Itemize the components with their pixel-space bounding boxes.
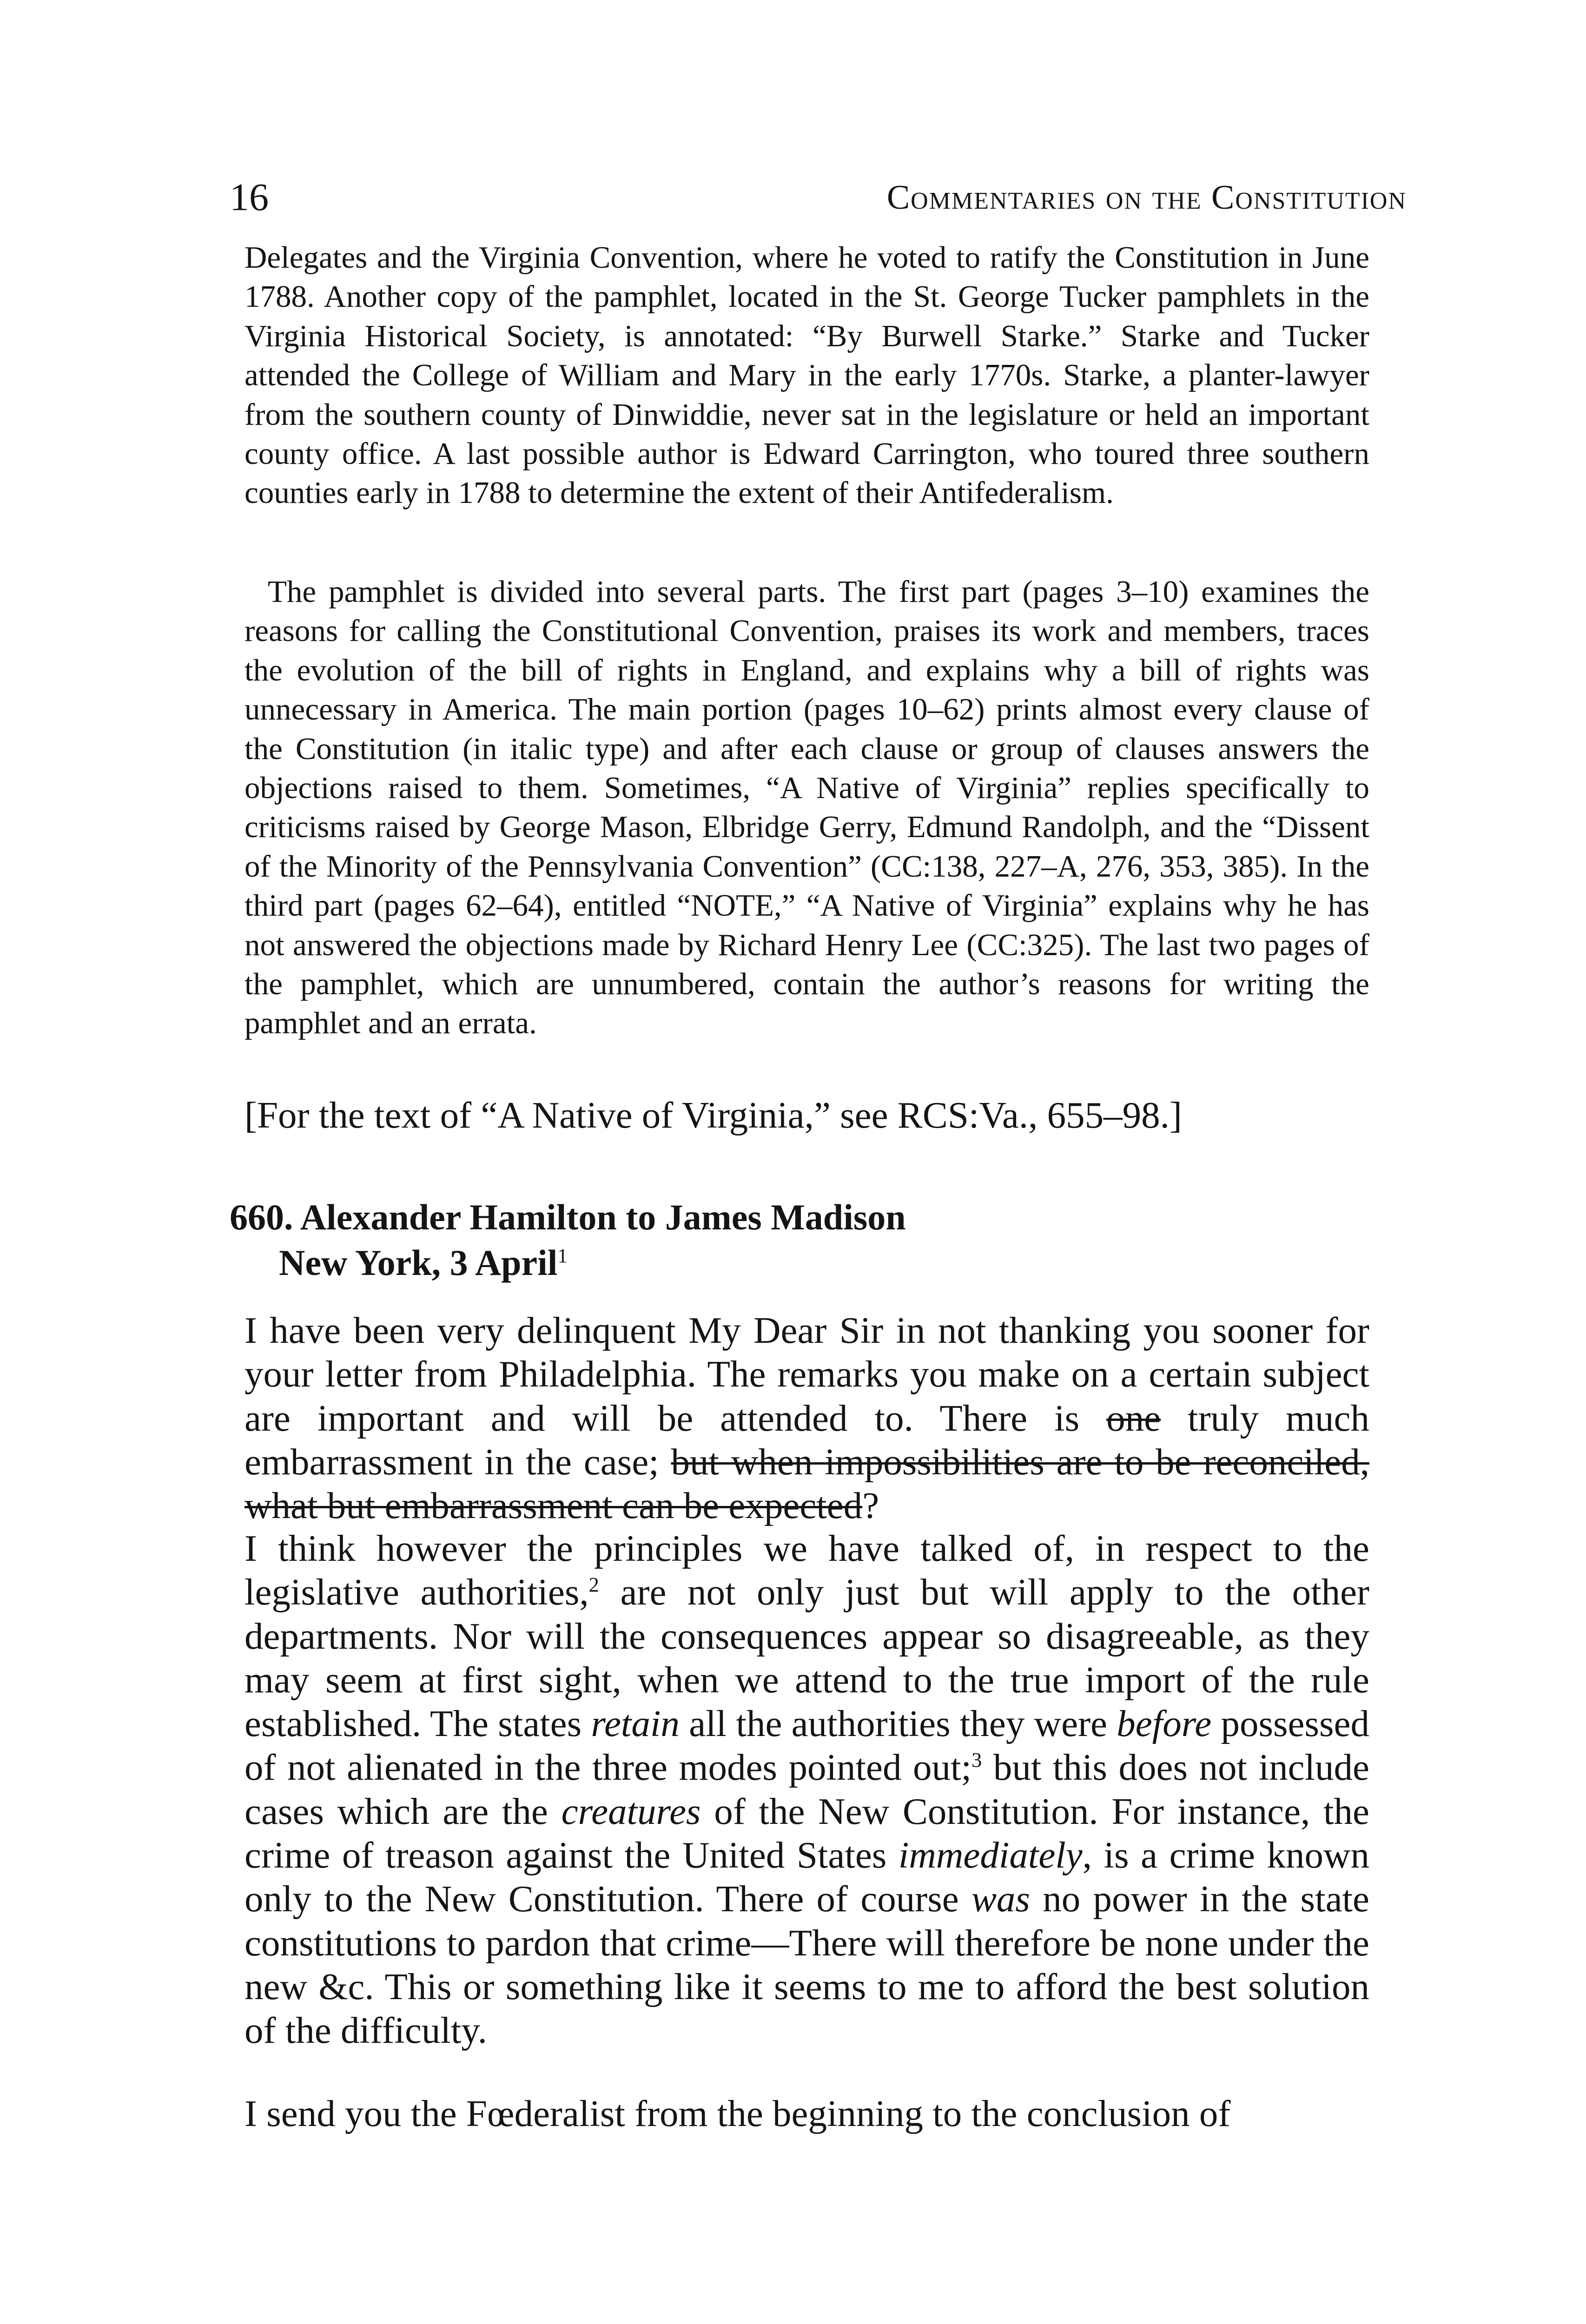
italic-text: immediately bbox=[898, 1834, 1083, 1876]
running-head bbox=[230, 172, 1407, 223]
letter-paragraph-3: I send you the Fœderalist from the beginning to the conclusion of bbox=[245, 2093, 1231, 2134]
letter-text: I think however the principles we have talked of, in respect to the legislative authorities, bbox=[245, 1527, 1369, 1613]
italic-text: retain bbox=[591, 1703, 680, 1745]
document-heading bbox=[230, 1195, 1392, 1286]
letter-text: no power in the state constitutions to pardon that crime—There will therefore be none under the new &c. This or something like it seems to me to afford the best solution of the difficulty. bbox=[245, 1878, 1369, 2052]
letter-text: but this does not include cases which are the bbox=[245, 1746, 1369, 1832]
cross-reference: [For the text of “A Native of Virginia,” see RCS:Va., 655–98.] bbox=[245, 1094, 1182, 1136]
letter-text: truly much embarrassment in the case; bbox=[245, 1397, 1369, 1483]
letter-text: , is a crime known only to the New Constitution. There of course bbox=[245, 1834, 1370, 1920]
letter-text: are not only just but will apply to the other departments. Nor will the consequences appear so disagreeable, as they may seem at first sight, when we attend to the true import of the rule established. The states bbox=[245, 1571, 1369, 1745]
italic-text: creatures bbox=[561, 1790, 701, 1832]
letter-text: all the authorities they were bbox=[679, 1703, 1117, 1745]
italic-text: before bbox=[1117, 1703, 1212, 1745]
struck-text: one bbox=[1106, 1397, 1161, 1439]
letter-paragraph-2 bbox=[245, 1526, 1369, 2053]
letter-text: of the New Constitution. For instance, the crime of treason against the United States bbox=[245, 1790, 1369, 1876]
italic-text: was bbox=[971, 1878, 1030, 1920]
document-place-date bbox=[230, 1240, 1392, 1286]
letter-text: ? bbox=[862, 1485, 879, 1527]
footnote-marker-2: 2 bbox=[588, 1573, 599, 1597]
footnote-marker-1: 1 bbox=[557, 1245, 568, 1267]
commentary-paragraph-1: Delegates and the Virginia Convention, where he voted to ratify the Constitution in June 1788. Another copy of the pamphlet, located in the St. George Tucker pamphlets in the Virginia Historical Society, is annotated: “By Burwell Starke.” Starke and Tucker attended the College of William and Mary in the early 1770s. Starke, a planter-lawyer from the southern county of Dinwiddie, never sat in the legislature or held an important county office. A last possible author is Edward Carrington, who toured three southern counties early in 1788 to determine the extent of their Antifederalism. bbox=[245, 240, 1369, 510]
struck-text: but when impossibilities are to be reconciled, what but embarrassment can be expected bbox=[245, 1440, 1369, 1527]
running-head-title: Commentaries on the Constitution bbox=[886, 178, 1407, 217]
commentary-paragraph-2: The pamphlet is divided into several parts. The first part (pages 3–10) examines the reasons for calling the Constitutional Convention, praises its work and members, traces the evolution of the bill of rights in England, and explains why a bill of rights was unnecessary in America. The main portion (pages 10–62) prints almost every clause of the Constitution (in italic type) and after each clause or group of clauses answers the objections raised to them. Sometimes, “A Native of Virginia” replies specifically to criticisms raised by George Mason, Elbridge Gerry, Edmund Randolph, and the “Dissent of the Minority of the Pennsylvania Convention” (CC:138, 227–A, 276, 353, 385). In the third part (pages 62–64), entitled “NOTE,” “A Native of Virginia” explains why he has not answered the objections made by Richard Henry Lee (CC:325). The last two pages of the pamphlet, which are unnumbered, contain the author’s reasons for writing the pamphlet and an errata. bbox=[245, 574, 1369, 1041]
letter-text: possessed of not alienated in the three modes pointed out; bbox=[245, 1703, 1369, 1789]
letter-text: I have been very delinquent My Dear Sir in not thanking you sooner for your letter from Philadelphia. The remarks you make on a certain subject are important and will be attended to. There is bbox=[245, 1309, 1369, 1439]
document-title: 660. Alexander Hamilton to James Madison bbox=[230, 1197, 906, 1237]
footnote-marker-3: 3 bbox=[971, 1748, 982, 1772]
letter-paragraph-1 bbox=[245, 1308, 1369, 1527]
page-number: 16 bbox=[230, 176, 269, 219]
document-dateline: New York, 3 April bbox=[279, 1242, 558, 1283]
